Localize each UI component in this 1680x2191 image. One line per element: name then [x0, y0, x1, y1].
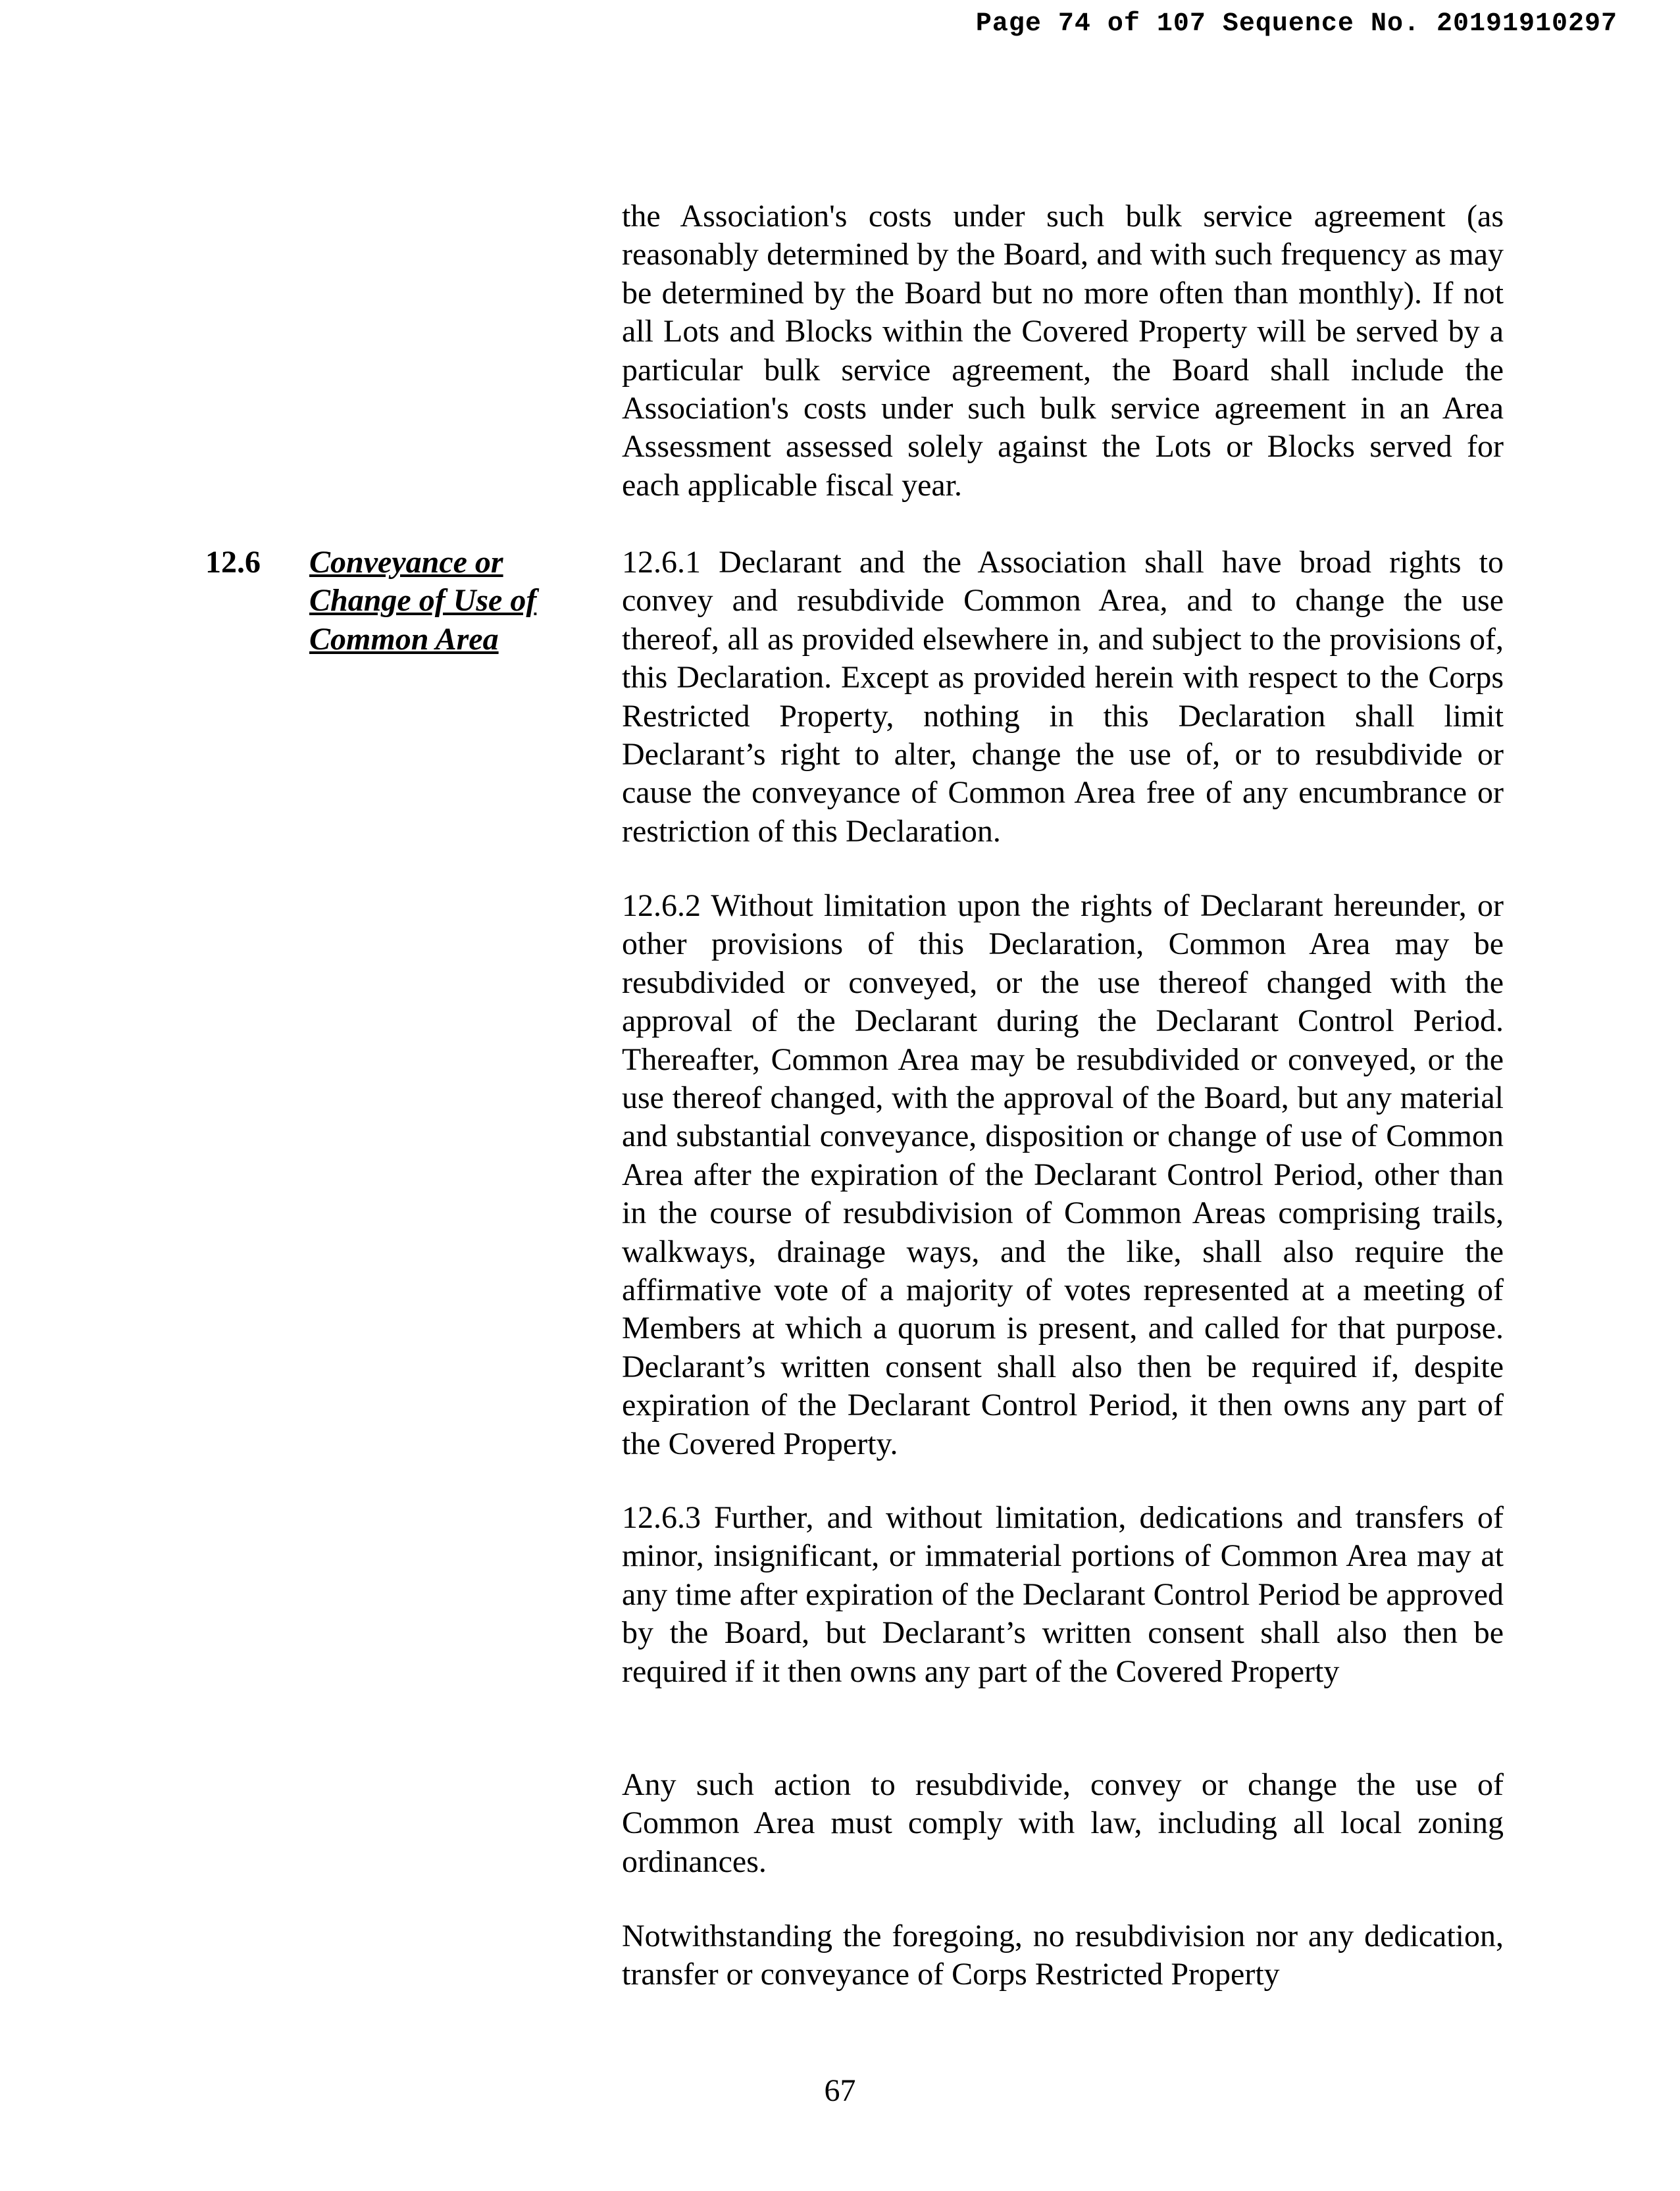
section-title — [309, 543, 573, 659]
subsection-12-6-3: 12.6.3 Further, and without limitation, dedications and transfers of minor, insignificant, or immaterial portions of Common Area may at any time after expiration of the Declarant Control Period be approved by the Board, but Declarant’s written consent shall also then be required if it then owns any part of the Covered Property — [622, 1500, 1504, 1689]
subsection-12-6-1-block — [622, 543, 1504, 851]
page-number: 67 — [824, 2073, 856, 2108]
zoning-compliance-paragraph: Any such action to resubdivide, convey or change the use of Common Area must comply with law, including all local zoning ordinances. — [622, 1767, 1504, 1879]
subsection-12-6-2-block — [622, 887, 1504, 1463]
subsection-12-6-3-block — [622, 1499, 1504, 1691]
page-header-sequence: Page 74 of 107 Sequence No. 20191910297 — [975, 9, 1617, 39]
continuation-paragraph-block — [622, 197, 1504, 505]
subsection-12-6-2: 12.6.2 Without limitation upon the rights of Declarant hereunder, or other provisions of this Declaration, Common Area may be resubdivided or conveyed, or the use thereof changed with the approval of the Declarant during the Declarant Control Period. Thereafter, Common Area may be resubdivided or conveyed, or the use thereof changed, with the approval of the Board, but any material and substantial conveyance, disposition or change of use of Common Area after the expiration of the Declarant Control Period, other than in the course of resubdivision of Common Areas comprising trails, walkways, drainage ways, and the like, shall also require the affirmative vote of a majority of votes represented at a meeting of Members at which a quorum is present, and called for that purpose. Declarant’s written consent shall also then be required if, despite expiration of the Declarant Control Period, it then owns any part of the Covered Property. — [622, 888, 1504, 1461]
zoning-compliance-block — [622, 1766, 1504, 1881]
section-title-line-1: Conveyance or — [309, 545, 503, 580]
section-title-line-2: Change of Use of — [309, 583, 537, 618]
notwithstanding-block — [622, 1917, 1504, 1994]
continuation-paragraph: the Association's costs under such bulk service agreement (as reasonably determined by the Board, and with such frequency as may be determined by the Board but no more often than monthly). If not all Lots and Blocks within the Covered Property will be served by a particular bulk service agreement, the Board shall include the Association's costs under such bulk service agreement in an Area Assessment assessed solely against the Lots or Blocks served for each applicable fiscal year. — [622, 199, 1504, 503]
subsection-12-6-1: 12.6.1 Declarant and the Association shall have broad rights to convey and resubdivide Common Area, and to change the use thereof, all as provided elsewhere in, and subject to the provisions of, this Declaration. Except as provided herein with respect to the Corps Restricted Property, nothing in this Declaration shall limit Declarant’s right to alter, change the use of, or to resubdivide or cause the conveyance of Common Area free of any encumbrance or restriction of this Declaration. — [622, 545, 1504, 849]
section-title-line-3: Common Area — [309, 621, 499, 657]
section-number: 12.6 — [205, 545, 261, 580]
notwithstanding-paragraph: Notwithstanding the foregoing, no resubdivision nor any dedication, transfer or conveyance of Corps Restricted Property — [622, 1919, 1504, 1992]
